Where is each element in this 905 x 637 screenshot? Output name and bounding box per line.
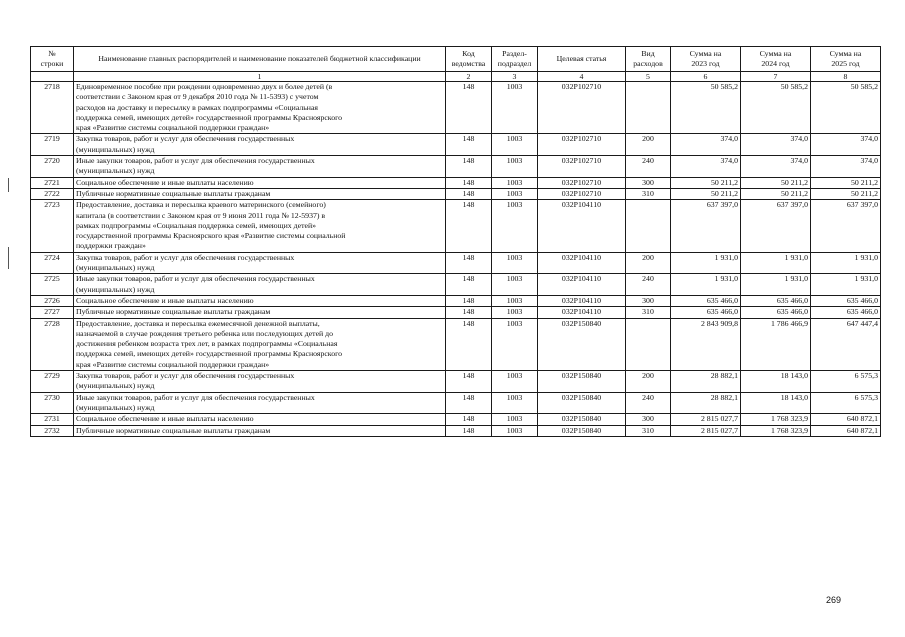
item-name-cell: Иные закупки товаров, работ и услуг для обеспечения государственных (муниципальных) нужд <box>74 274 446 296</box>
table-row <box>31 307 881 318</box>
section-cell: 1003 <box>492 274 538 296</box>
target-article-cell: 032Р104110 <box>538 307 626 318</box>
sum-2023-cell: 374,0 <box>671 156 741 178</box>
department-code-cell: 148 <box>446 295 492 306</box>
item-name-cell: Предоставление, доставка и пересылка краевого материнского (семейного) капитала (в соответствии с Законом края от 9 июня 2011 года № 12-5937) в рамках подпрограммы «Социальная поддержка семей, имеющих детей» государственной программы Красноярского края «Развитие системы социальной поддержки граждан» <box>74 200 446 252</box>
target-article-cell: 032Р150840 <box>538 318 626 370</box>
sum-2025-cell: 50 211,2 <box>811 188 881 199</box>
item-name-cell: Иные закупки товаров, работ и услуг для обеспечения государственных (муниципальных) нужд <box>74 156 446 178</box>
sum-2024-cell: 1 931,0 <box>741 252 811 274</box>
header-department-code: Код ведомства <box>446 47 492 72</box>
column-number: 5 <box>626 72 671 82</box>
row-number-cell: 2725 <box>31 274 74 296</box>
header-target-article: Целевая статья <box>538 47 626 72</box>
expense-type-cell: 310 <box>626 188 671 199</box>
item-name-cell: Социальное обеспечение и иные выплаты населению <box>74 177 446 188</box>
expense-type-cell: 310 <box>626 307 671 318</box>
section-cell: 1003 <box>492 307 538 318</box>
item-name-cell: Единовременное пособие при рождении одновременно двух и более детей (в соответствии с Законом края от 9 декабря 2010 года № 11-5393) с учетом расходов на доставку и пересылку в рамках подпрограммы «Социальная поддержка семей, имеющих детей» государственной программы Красноярского края «Развитие системы социальной поддержки граждан» <box>74 82 446 134</box>
sum-2023-cell: 2 843 909,8 <box>671 318 741 370</box>
sum-2024-cell: 374,0 <box>741 134 811 156</box>
sum-2023-cell: 28 882,1 <box>671 392 741 414</box>
table-row <box>31 425 881 436</box>
sum-2024-cell: 1 768 323,9 <box>741 425 811 436</box>
department-code-cell: 148 <box>446 425 492 436</box>
section-cell: 1003 <box>492 295 538 306</box>
section-cell: 1003 <box>492 188 538 199</box>
expense-type-cell: 300 <box>626 295 671 306</box>
row-number-cell: 2726 <box>31 295 74 306</box>
table-row <box>31 82 881 134</box>
department-code-cell: 148 <box>446 134 492 156</box>
sum-2024-cell: 635 466,0 <box>741 295 811 306</box>
department-code-cell: 148 <box>446 307 492 318</box>
sum-2025-cell: 635 466,0 <box>811 295 881 306</box>
table-row <box>31 414 881 425</box>
target-article-cell: 032Р102710 <box>538 82 626 134</box>
table-row <box>31 274 881 296</box>
expense-type-cell: 240 <box>626 392 671 414</box>
sum-2024-cell: 18 143,0 <box>741 392 811 414</box>
table-row <box>31 156 881 178</box>
target-article-cell: 032Р150840 <box>538 392 626 414</box>
sum-2023-cell: 1 931,0 <box>671 252 741 274</box>
header-expense-type: Вид расходов <box>626 47 671 72</box>
expense-type-cell <box>626 318 671 370</box>
sum-2023-cell: 635 466,0 <box>671 295 741 306</box>
sum-2023-cell: 50 211,2 <box>671 188 741 199</box>
column-number: 3 <box>492 72 538 82</box>
row-number-cell: 2718 <box>31 82 74 134</box>
sum-2025-cell: 647 447,4 <box>811 318 881 370</box>
sum-2024-cell: 50 585,2 <box>741 82 811 134</box>
sum-2025-cell: 50 585,2 <box>811 82 881 134</box>
table-row <box>31 134 881 156</box>
department-code-cell: 148 <box>446 252 492 274</box>
column-number: 7 <box>741 72 811 82</box>
department-code-cell: 148 <box>446 82 492 134</box>
item-name-cell: Социальное обеспечение и иные выплаты населению <box>74 295 446 306</box>
row-number-cell: 2730 <box>31 392 74 414</box>
sum-2024-cell: 50 211,2 <box>741 188 811 199</box>
table-row <box>31 318 881 370</box>
table-row <box>31 371 881 393</box>
row-number-cell: 2732 <box>31 425 74 436</box>
expense-type-cell <box>626 82 671 134</box>
expense-type-cell: 240 <box>626 274 671 296</box>
sum-2024-cell: 18 143,0 <box>741 371 811 393</box>
table-row <box>31 200 881 252</box>
row-number-cell: 2731 <box>31 414 74 425</box>
section-cell: 1003 <box>492 414 538 425</box>
target-article-cell: 032Р150840 <box>538 371 626 393</box>
sum-2024-cell: 1 768 323,9 <box>741 414 811 425</box>
header-sum-2024: Сумма на 2024 год <box>741 47 811 72</box>
header-row-number: № строки <box>31 47 74 72</box>
expense-type-cell: 200 <box>626 371 671 393</box>
target-article-cell: 032Р150840 <box>538 425 626 436</box>
target-article-cell: 032Р102710 <box>538 188 626 199</box>
item-name-cell: Публичные нормативные социальные выплаты гражданам <box>74 188 446 199</box>
sum-2025-cell: 6 575,3 <box>811 392 881 414</box>
item-name-cell: Публичные нормативные социальные выплаты гражданам <box>74 307 446 318</box>
row-number-cell: 2719 <box>31 134 74 156</box>
expense-type-cell: 200 <box>626 252 671 274</box>
expense-type-cell: 240 <box>626 156 671 178</box>
scan-margin-mark <box>8 247 9 269</box>
table-row <box>31 177 881 188</box>
item-name-cell: Закупка товаров, работ и услуг для обеспечения государственных (муниципальных) нужд <box>74 252 446 274</box>
expense-type-cell <box>626 200 671 252</box>
sum-2025-cell: 374,0 <box>811 134 881 156</box>
department-code-cell: 148 <box>446 318 492 370</box>
sum-2025-cell: 1 931,0 <box>811 252 881 274</box>
table-body <box>31 82 881 437</box>
expense-type-cell: 200 <box>626 134 671 156</box>
sum-2024-cell: 635 466,0 <box>741 307 811 318</box>
department-code-cell: 148 <box>446 200 492 252</box>
page-number: 269 <box>826 595 842 605</box>
section-cell: 1003 <box>492 392 538 414</box>
sum-2024-cell: 1 931,0 <box>741 274 811 296</box>
scan-margin-mark <box>8 178 9 192</box>
column-number: 4 <box>538 72 626 82</box>
section-cell: 1003 <box>492 252 538 274</box>
table-row <box>31 252 881 274</box>
header-row <box>31 47 881 72</box>
department-code-cell: 148 <box>446 177 492 188</box>
target-article-cell: 032Р102710 <box>538 177 626 188</box>
header-section: Раздел- подраздел <box>492 47 538 72</box>
section-cell: 1003 <box>492 82 538 134</box>
sum-2023-cell: 637 397,0 <box>671 200 741 252</box>
item-name-cell: Публичные нормативные социальные выплаты гражданам <box>74 425 446 436</box>
target-article-cell: 032Р102710 <box>538 134 626 156</box>
column-number: 6 <box>671 72 741 82</box>
item-name-cell: Предоставление, доставка и пересылка ежемесячной денежной выплаты, назначаемой в случае рождения третьего ребенка или последующих детей до достижения ребенком возраста трех лет, в рамках подпрограммы «Социальная поддержка семей, имеющих детей» государственной программы Красноярского края «Развитие системы социальной поддержки граждан» <box>74 318 446 370</box>
row-number-cell: 2727 <box>31 307 74 318</box>
department-code-cell: 148 <box>446 274 492 296</box>
target-article-cell: 032Р102710 <box>538 156 626 178</box>
department-code-cell: 148 <box>446 414 492 425</box>
row-number-cell: 2721 <box>31 177 74 188</box>
header-sum-2023: Сумма на 2023 год <box>671 47 741 72</box>
section-cell: 1003 <box>492 134 538 156</box>
sum-2024-cell: 1 786 466,9 <box>741 318 811 370</box>
section-cell: 1003 <box>492 156 538 178</box>
sum-2024-cell: 374,0 <box>741 156 811 178</box>
target-article-cell: 032Р150840 <box>538 414 626 425</box>
row-number-cell: 2722 <box>31 188 74 199</box>
sum-2025-cell: 637 397,0 <box>811 200 881 252</box>
sum-2025-cell: 6 575,3 <box>811 371 881 393</box>
header-name: Наименование главных распорядителей и наименование показателей бюджетной классификации <box>74 47 446 72</box>
table-row <box>31 188 881 199</box>
department-code-cell: 148 <box>446 156 492 178</box>
row-number-cell: 2720 <box>31 156 74 178</box>
sum-2023-cell: 2 815 027,7 <box>671 425 741 436</box>
row-number-cell: 2724 <box>31 252 74 274</box>
column-number <box>31 72 74 82</box>
table-row <box>31 295 881 306</box>
department-code-cell: 148 <box>446 188 492 199</box>
column-number: 2 <box>446 72 492 82</box>
expense-type-cell: 310 <box>626 425 671 436</box>
section-cell: 1003 <box>492 200 538 252</box>
sum-2024-cell: 50 211,2 <box>741 177 811 188</box>
sum-2025-cell: 640 872,1 <box>811 414 881 425</box>
item-name-cell: Социальное обеспечение и иные выплаты населению <box>74 414 446 425</box>
item-name-cell: Закупка товаров, работ и услуг для обеспечения государственных (муниципальных) нужд <box>74 371 446 393</box>
sum-2023-cell: 50 211,2 <box>671 177 741 188</box>
column-number: 8 <box>811 72 881 82</box>
sum-2023-cell: 50 585,2 <box>671 82 741 134</box>
target-article-cell: 032Р104110 <box>538 295 626 306</box>
target-article-cell: 032Р104110 <box>538 200 626 252</box>
section-cell: 1003 <box>492 318 538 370</box>
row-number-cell: 2723 <box>31 200 74 252</box>
header-sum-2025: Сумма на 2025 год <box>811 47 881 72</box>
item-name-cell: Иные закупки товаров, работ и услуг для обеспечения государственных (муниципальных) нужд <box>74 392 446 414</box>
sum-2025-cell: 1 931,0 <box>811 274 881 296</box>
column-number: 1 <box>74 72 446 82</box>
target-article-cell: 032Р104110 <box>538 252 626 274</box>
sum-2024-cell: 637 397,0 <box>741 200 811 252</box>
sum-2023-cell: 28 882,1 <box>671 371 741 393</box>
sum-2023-cell: 1 931,0 <box>671 274 741 296</box>
section-cell: 1003 <box>492 425 538 436</box>
sum-2023-cell: 374,0 <box>671 134 741 156</box>
expense-type-cell: 300 <box>626 414 671 425</box>
sum-2025-cell: 640 872,1 <box>811 425 881 436</box>
row-number-cell: 2729 <box>31 371 74 393</box>
sum-2025-cell: 374,0 <box>811 156 881 178</box>
table-row <box>31 392 881 414</box>
target-article-cell: 032Р104110 <box>538 274 626 296</box>
column-number-row <box>31 72 881 82</box>
sum-2025-cell: 635 466,0 <box>811 307 881 318</box>
department-code-cell: 148 <box>446 371 492 393</box>
expense-type-cell: 300 <box>626 177 671 188</box>
sum-2025-cell: 50 211,2 <box>811 177 881 188</box>
sum-2023-cell: 2 815 027,7 <box>671 414 741 425</box>
item-name-cell: Закупка товаров, работ и услуг для обеспечения государственных (муниципальных) нужд <box>74 134 446 156</box>
budget-table-container <box>30 46 881 437</box>
department-code-cell: 148 <box>446 392 492 414</box>
sum-2023-cell: 635 466,0 <box>671 307 741 318</box>
section-cell: 1003 <box>492 371 538 393</box>
budget-table <box>30 46 881 437</box>
section-cell: 1003 <box>492 177 538 188</box>
row-number-cell: 2728 <box>31 318 74 370</box>
